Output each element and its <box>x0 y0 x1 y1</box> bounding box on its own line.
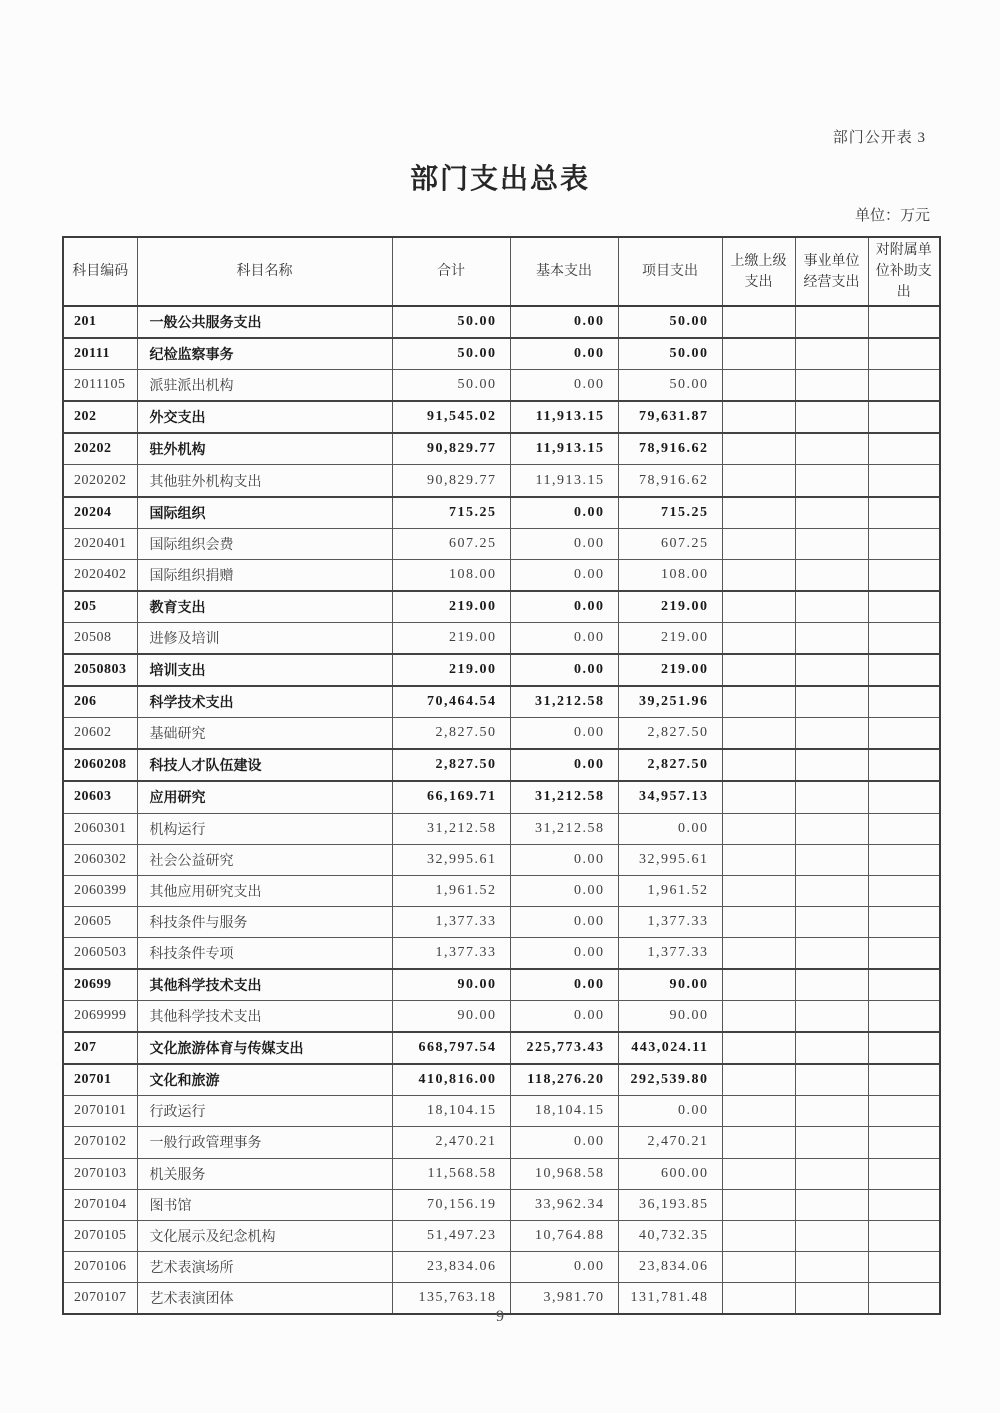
cell-basic: 31,212.58 <box>510 813 618 844</box>
cell-subsidy <box>868 1096 940 1127</box>
col-header-total: 合计 <box>392 237 510 306</box>
cell-subsidy <box>868 813 940 844</box>
cell-name: 其他应用研究支出 <box>137 875 392 906</box>
cell-project: 2,827.50 <box>618 749 722 781</box>
cell-project: 219.00 <box>618 591 722 623</box>
cell-total: 219.00 <box>392 622 510 654</box>
cell-basic: 18,104.15 <box>510 1096 618 1127</box>
table-row <box>63 813 940 844</box>
cell-upper-level <box>722 1096 795 1127</box>
cell-project: 0.00 <box>618 1096 722 1127</box>
cell-operating <box>795 338 868 370</box>
cell-code: 2070102 <box>63 1127 137 1158</box>
cell-subsidy <box>868 1189 940 1220</box>
table-row <box>63 1096 940 1127</box>
cell-basic: 11,913.15 <box>510 401 618 433</box>
cell-subsidy <box>868 306 940 338</box>
cell-code: 207 <box>63 1032 137 1064</box>
cell-code: 202 <box>63 401 137 433</box>
cell-project: 443,024.11 <box>618 1032 722 1064</box>
cell-name: 纪检监察事务 <box>137 338 392 370</box>
cell-upper-level <box>722 844 795 875</box>
cell-name: 科学技术支出 <box>137 686 392 718</box>
cell-name: 图书馆 <box>137 1189 392 1220</box>
cell-upper-level <box>722 1127 795 1158</box>
cell-code: 20603 <box>63 781 137 813</box>
table-row <box>63 401 940 433</box>
cell-project: 600.00 <box>618 1158 722 1189</box>
cell-upper-level <box>722 969 795 1001</box>
cell-subsidy <box>868 591 940 623</box>
table-row <box>63 433 940 465</box>
cell-operating <box>795 306 868 338</box>
cell-name: 其他科学技术支出 <box>137 1001 392 1033</box>
cell-code: 2020402 <box>63 559 137 591</box>
cell-subsidy <box>868 686 940 718</box>
cell-total: 90.00 <box>392 969 510 1001</box>
col-header-operating-expenditure: 事业单位经营支出 <box>795 237 868 306</box>
cell-basic: 0.00 <box>510 1127 618 1158</box>
table-row <box>63 781 940 813</box>
cell-upper-level <box>722 749 795 781</box>
cell-total: 23,834.06 <box>392 1251 510 1282</box>
table-row <box>63 1032 940 1064</box>
cell-total: 219.00 <box>392 591 510 623</box>
cell-upper-level <box>722 591 795 623</box>
cell-project: 40,732.35 <box>618 1220 722 1251</box>
cell-project: 39,251.96 <box>618 686 722 718</box>
cell-total: 135,763.18 <box>392 1282 510 1314</box>
cell-operating <box>795 401 868 433</box>
cell-basic: 3,981.70 <box>510 1282 618 1314</box>
table-row <box>63 969 940 1001</box>
cell-basic: 31,212.58 <box>510 686 618 718</box>
cell-name: 基础研究 <box>137 718 392 750</box>
cell-project: 78,916.62 <box>618 465 722 497</box>
cell-project: 79,631.87 <box>618 401 722 433</box>
cell-upper-level <box>722 1032 795 1064</box>
cell-name: 驻外机构 <box>137 433 392 465</box>
col-header-upper-level-expenditure: 上缴上级支出 <box>722 237 795 306</box>
cell-project: 0.00 <box>618 813 722 844</box>
cell-code: 201 <box>63 306 137 338</box>
cell-subsidy <box>868 433 940 465</box>
cell-operating <box>795 465 868 497</box>
cell-project: 50.00 <box>618 338 722 370</box>
cell-total: 219.00 <box>392 654 510 686</box>
cell-name: 国际组织捐赠 <box>137 559 392 591</box>
cell-total: 31,212.58 <box>392 813 510 844</box>
table-row <box>63 1001 940 1033</box>
cell-name: 进修及培训 <box>137 622 392 654</box>
cell-code: 2069999 <box>63 1001 137 1033</box>
cell-code: 20111 <box>63 338 137 370</box>
table-row <box>63 1064 940 1096</box>
cell-operating <box>795 813 868 844</box>
cell-code: 2060302 <box>63 844 137 875</box>
table-row <box>63 875 940 906</box>
cell-name: 文化展示及纪念机构 <box>137 1220 392 1251</box>
cell-name: 行政运行 <box>137 1096 392 1127</box>
cell-upper-level <box>722 528 795 559</box>
cell-code: 2060301 <box>63 813 137 844</box>
cell-operating <box>795 1158 868 1189</box>
cell-name: 机关服务 <box>137 1158 392 1189</box>
cell-project: 78,916.62 <box>618 433 722 465</box>
cell-project: 1,377.33 <box>618 937 722 969</box>
cell-name: 国际组织 <box>137 497 392 529</box>
cell-name: 其他科学技术支出 <box>137 969 392 1001</box>
cell-total: 50.00 <box>392 306 510 338</box>
cell-project: 36,193.85 <box>618 1189 722 1220</box>
cell-basic: 0.00 <box>510 937 618 969</box>
cell-upper-level <box>722 465 795 497</box>
table-row <box>63 591 940 623</box>
cell-upper-level <box>722 306 795 338</box>
col-header-subject-code: 科目编码 <box>63 237 137 306</box>
cell-upper-level <box>722 559 795 591</box>
cell-operating <box>795 906 868 937</box>
cell-basic: 0.00 <box>510 370 618 402</box>
cell-subsidy <box>868 937 940 969</box>
cell-subsidy <box>868 844 940 875</box>
cell-name: 科技条件与服务 <box>137 906 392 937</box>
cell-operating <box>795 1251 868 1282</box>
cell-name: 艺术表演场所 <box>137 1251 392 1282</box>
cell-upper-level <box>722 370 795 402</box>
cell-total: 90.00 <box>392 1001 510 1033</box>
table-row <box>63 844 940 875</box>
cell-code: 206 <box>63 686 137 718</box>
cell-subsidy <box>868 875 940 906</box>
cell-total: 2,470.21 <box>392 1127 510 1158</box>
cell-operating <box>795 1189 868 1220</box>
table-row <box>63 622 940 654</box>
cell-operating <box>795 844 868 875</box>
cell-name: 科技人才队伍建设 <box>137 749 392 781</box>
cell-operating <box>795 749 868 781</box>
cell-total: 32,995.61 <box>392 844 510 875</box>
cell-name: 国际组织会费 <box>137 528 392 559</box>
cell-name: 艺术表演团体 <box>137 1282 392 1314</box>
cell-basic: 0.00 <box>510 654 618 686</box>
expenditure-summary-table <box>62 236 941 1315</box>
cell-project: 50.00 <box>618 306 722 338</box>
cell-upper-level <box>722 1220 795 1251</box>
cell-total: 1,961.52 <box>392 875 510 906</box>
cell-total: 70,156.19 <box>392 1189 510 1220</box>
cell-code: 2070105 <box>63 1220 137 1251</box>
cell-project: 219.00 <box>618 654 722 686</box>
cell-basic: 0.00 <box>510 969 618 1001</box>
cell-upper-level <box>722 1158 795 1189</box>
table-row <box>63 1251 940 1282</box>
cell-code: 20605 <box>63 906 137 937</box>
cell-subsidy <box>868 401 940 433</box>
cell-total: 50.00 <box>392 370 510 402</box>
table-row <box>63 528 940 559</box>
cell-operating <box>795 1096 868 1127</box>
cell-operating <box>795 559 868 591</box>
cell-subsidy <box>868 749 940 781</box>
table-row <box>63 686 940 718</box>
cell-upper-level <box>722 1251 795 1282</box>
cell-operating <box>795 433 868 465</box>
cell-subsidy <box>868 1127 940 1158</box>
table-row <box>63 370 940 402</box>
cell-total: 410,816.00 <box>392 1064 510 1096</box>
cell-name: 外交支出 <box>137 401 392 433</box>
table-row <box>63 465 940 497</box>
cell-code: 20602 <box>63 718 137 750</box>
cell-name: 一般行政管理事务 <box>137 1127 392 1158</box>
cell-basic: 0.00 <box>510 1251 618 1282</box>
cell-upper-level <box>722 338 795 370</box>
cell-subsidy <box>868 906 940 937</box>
cell-project: 50.00 <box>618 370 722 402</box>
cell-operating <box>795 1127 868 1158</box>
col-header-project-expenditure: 项目支出 <box>618 237 722 306</box>
cell-operating <box>795 1001 868 1033</box>
col-header-basic-expenditure: 基本支出 <box>510 237 618 306</box>
cell-operating <box>795 528 868 559</box>
cell-name: 应用研究 <box>137 781 392 813</box>
cell-project: 1,961.52 <box>618 875 722 906</box>
cell-total: 66,169.71 <box>392 781 510 813</box>
cell-operating <box>795 875 868 906</box>
cell-code: 2070106 <box>63 1251 137 1282</box>
cell-code: 2060208 <box>63 749 137 781</box>
table-row <box>63 937 940 969</box>
cell-total: 1,377.33 <box>392 937 510 969</box>
table-row <box>63 1127 940 1158</box>
cell-name: 机构运行 <box>137 813 392 844</box>
cell-upper-level <box>722 906 795 937</box>
table-header-row <box>63 237 940 306</box>
cell-name: 一般公共服务支出 <box>137 306 392 338</box>
cell-upper-level <box>722 1189 795 1220</box>
cell-basic: 11,913.15 <box>510 465 618 497</box>
cell-subsidy <box>868 654 940 686</box>
cell-project: 131,781.48 <box>618 1282 722 1314</box>
cell-project: 34,957.13 <box>618 781 722 813</box>
cell-upper-level <box>722 1064 795 1096</box>
table-row <box>63 559 940 591</box>
cell-project: 2,827.50 <box>618 718 722 750</box>
cell-total: 668,797.54 <box>392 1032 510 1064</box>
cell-basic: 0.00 <box>510 497 618 529</box>
cell-code: 2011105 <box>63 370 137 402</box>
cell-upper-level <box>722 875 795 906</box>
cell-total: 2,827.50 <box>392 718 510 750</box>
cell-total: 108.00 <box>392 559 510 591</box>
cell-total: 607.25 <box>392 528 510 559</box>
cell-total: 90,829.77 <box>392 433 510 465</box>
cell-basic: 0.00 <box>510 306 618 338</box>
cell-basic: 225,773.43 <box>510 1032 618 1064</box>
cell-upper-level <box>722 1001 795 1033</box>
cell-total: 90,829.77 <box>392 465 510 497</box>
cell-basic: 0.00 <box>510 622 618 654</box>
cell-operating <box>795 1064 868 1096</box>
table-row <box>63 718 940 750</box>
cell-basic: 0.00 <box>510 749 618 781</box>
cell-basic: 0.00 <box>510 591 618 623</box>
cell-upper-level <box>722 813 795 844</box>
cell-subsidy <box>868 1064 940 1096</box>
page-title: 部门支出总表 <box>409 163 590 194</box>
cell-total: 2,827.50 <box>392 749 510 781</box>
cell-subsidy <box>868 559 940 591</box>
cell-basic: 10,968.58 <box>510 1158 618 1189</box>
cell-upper-level <box>722 401 795 433</box>
cell-subsidy <box>868 465 940 497</box>
page-number: 9 <box>496 1308 504 1325</box>
cell-operating <box>795 654 868 686</box>
cell-code: 2070103 <box>63 1158 137 1189</box>
cell-code: 2020401 <box>63 528 137 559</box>
cell-name: 其他驻外机构支出 <box>137 465 392 497</box>
cell-subsidy <box>868 969 940 1001</box>
table-row <box>63 749 940 781</box>
cell-code: 2060503 <box>63 937 137 969</box>
table-row <box>63 306 940 338</box>
cell-subsidy <box>868 370 940 402</box>
cell-code: 2020202 <box>63 465 137 497</box>
cell-basic: 118,276.20 <box>510 1064 618 1096</box>
cell-total: 51,497.23 <box>392 1220 510 1251</box>
cell-code: 2060399 <box>63 875 137 906</box>
cell-basic: 10,764.88 <box>510 1220 618 1251</box>
cell-upper-level <box>722 497 795 529</box>
cell-upper-level <box>722 718 795 750</box>
unit-note: 单位：万元 <box>854 208 930 224</box>
table-row <box>63 1158 940 1189</box>
cell-name: 文化旅游体育与传媒支出 <box>137 1032 392 1064</box>
cell-operating <box>795 1220 868 1251</box>
cell-operating <box>795 686 868 718</box>
cell-operating <box>795 591 868 623</box>
cell-subsidy <box>868 1001 940 1033</box>
cell-basic: 33,962.34 <box>510 1189 618 1220</box>
cell-operating <box>795 937 868 969</box>
cell-basic: 0.00 <box>510 875 618 906</box>
cell-name: 派驻派出机构 <box>137 370 392 402</box>
cell-name: 社会公益研究 <box>137 844 392 875</box>
cell-total: 715.25 <box>392 497 510 529</box>
cell-total: 1,377.33 <box>392 906 510 937</box>
cell-project: 2,470.21 <box>618 1127 722 1158</box>
cell-operating <box>795 1032 868 1064</box>
table-row <box>63 654 940 686</box>
table-row <box>63 497 940 529</box>
cell-basic: 11,913.15 <box>510 433 618 465</box>
cell-basic: 0.00 <box>510 559 618 591</box>
cell-subsidy <box>868 528 940 559</box>
doc-label: 部门公开表 3 <box>832 130 926 146</box>
cell-project: 1,377.33 <box>618 906 722 937</box>
cell-operating <box>795 781 868 813</box>
cell-upper-level <box>722 937 795 969</box>
cell-project: 292,539.80 <box>618 1064 722 1096</box>
cell-name: 培训支出 <box>137 654 392 686</box>
cell-basic: 0.00 <box>510 906 618 937</box>
cell-project: 90.00 <box>618 969 722 1001</box>
cell-name: 教育支出 <box>137 591 392 623</box>
cell-project: 23,834.06 <box>618 1251 722 1282</box>
cell-subsidy <box>868 1220 940 1251</box>
cell-subsidy <box>868 622 940 654</box>
cell-upper-level <box>722 781 795 813</box>
cell-code: 2070101 <box>63 1096 137 1127</box>
cell-subsidy <box>868 338 940 370</box>
cell-upper-level <box>722 622 795 654</box>
cell-basic: 31,212.58 <box>510 781 618 813</box>
cell-upper-level <box>722 433 795 465</box>
cell-subsidy <box>868 718 940 750</box>
cell-total: 50.00 <box>392 338 510 370</box>
col-header-subject-name: 科目名称 <box>137 237 392 306</box>
cell-project: 108.00 <box>618 559 722 591</box>
cell-code: 205 <box>63 591 137 623</box>
cell-code: 2070104 <box>63 1189 137 1220</box>
cell-project: 715.25 <box>618 497 722 529</box>
cell-subsidy <box>868 1251 940 1282</box>
col-header-subsidy-expenditure: 对附属单位补助支出 <box>868 237 940 306</box>
cell-code: 20699 <box>63 969 137 1001</box>
cell-operating <box>795 718 868 750</box>
cell-subsidy <box>868 497 940 529</box>
cell-code: 20204 <box>63 497 137 529</box>
table-row <box>63 1220 940 1251</box>
cell-operating <box>795 370 868 402</box>
cell-total: 91,545.02 <box>392 401 510 433</box>
cell-code: 20701 <box>63 1064 137 1096</box>
cell-upper-level <box>722 686 795 718</box>
cell-basic: 0.00 <box>510 1001 618 1033</box>
cell-code: 2070107 <box>63 1282 137 1314</box>
cell-upper-level <box>722 654 795 686</box>
cell-name: 科技条件专项 <box>137 937 392 969</box>
cell-project: 32,995.61 <box>618 844 722 875</box>
cell-total: 11,568.58 <box>392 1158 510 1189</box>
cell-subsidy <box>868 781 940 813</box>
cell-basic: 0.00 <box>510 718 618 750</box>
cell-basic: 0.00 <box>510 844 618 875</box>
cell-project: 219.00 <box>618 622 722 654</box>
cell-code: 20202 <box>63 433 137 465</box>
cell-name: 文化和旅游 <box>137 1064 392 1096</box>
cell-operating <box>795 969 868 1001</box>
cell-code: 2050803 <box>63 654 137 686</box>
cell-basic: 0.00 <box>510 528 618 559</box>
cell-operating <box>795 622 868 654</box>
table-row <box>63 338 940 370</box>
table-row <box>63 906 940 937</box>
table-row <box>63 1189 940 1220</box>
cell-project: 607.25 <box>618 528 722 559</box>
cell-total: 18,104.15 <box>392 1096 510 1127</box>
cell-subsidy <box>868 1158 940 1189</box>
cell-basic: 0.00 <box>510 338 618 370</box>
cell-project: 90.00 <box>618 1001 722 1033</box>
cell-subsidy <box>868 1032 940 1064</box>
cell-total: 70,464.54 <box>392 686 510 718</box>
cell-code: 20508 <box>63 622 137 654</box>
cell-operating <box>795 497 868 529</box>
